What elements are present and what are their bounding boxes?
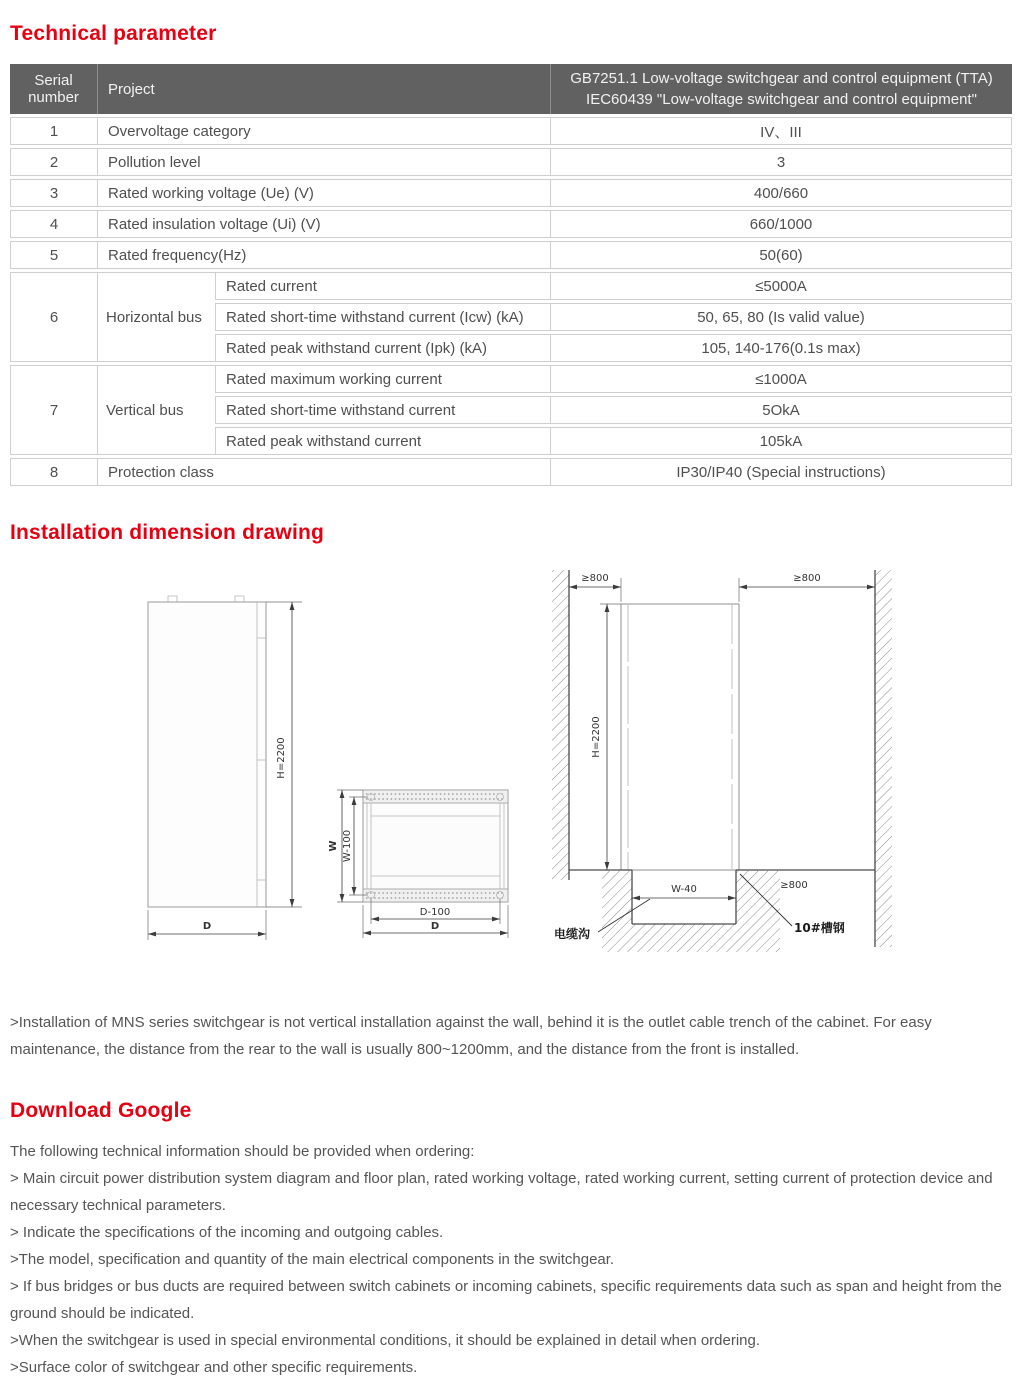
- row-serial: 5: [10, 241, 97, 269]
- installation-clearance-drawing: [542, 562, 922, 957]
- cabinet-frame: [363, 790, 508, 902]
- dim-label-depth: D: [202, 921, 212, 932]
- table-row-group-vertical-bus: [10, 365, 1012, 393]
- row-serial: 3: [10, 179, 97, 207]
- dim-label-depth-inner: D-100: [419, 907, 451, 918]
- ordering-info-item: >When the switchgear is used in special environmental conditions, it should be explained in detail when ordering.: [10, 1332, 761, 1349]
- floor-hatch: [602, 870, 632, 952]
- row-serial: 8: [10, 458, 97, 486]
- row-sublabel: Rated short-time withstand current: [215, 396, 550, 424]
- row-value: IP30/IP40 (Special instructions): [550, 458, 1012, 486]
- ordering-info-item: >The model, specification and quantity of the main electrical components in the switchgear.: [10, 1251, 615, 1268]
- table-header-row: [10, 64, 1012, 114]
- row-serial: 7: [10, 365, 97, 455]
- floor-hatch: [736, 870, 780, 952]
- floor-hatch: [632, 924, 736, 952]
- installation-note: >Installation of MNS series switchgear is not vertical installation against the wall, behind it is the outlet cable trench of the cabinet. For easy maintenance, the distance from the rear to the wall is usually 800~1200mm, and the distance from the front is installed.: [10, 1014, 932, 1058]
- document-page: [0, 22, 1022, 1381]
- row-label: Protection class: [97, 458, 550, 486]
- left-wall-hatch: [552, 570, 569, 880]
- cabinet-side-view-drawing: [140, 590, 315, 950]
- row-label: Rated insulation voltage (Ui) (V): [97, 210, 550, 238]
- row-value: 660/1000: [550, 210, 1012, 238]
- row-value: ≤5000A: [550, 272, 1012, 300]
- row-sublabel: Rated current: [215, 272, 550, 300]
- row-label: Rated frequency(Hz): [97, 241, 550, 269]
- row-serial: 4: [10, 210, 97, 238]
- table-row: [10, 179, 1012, 207]
- column-header-project: Project: [97, 64, 550, 114]
- cabinet-body: [148, 602, 266, 907]
- row-group-label: Vertical bus: [97, 365, 215, 455]
- ordering-info-item: >Surface color of switchgear and other specific requirements.: [10, 1359, 418, 1376]
- cable-trench-label: 电缆沟: [554, 927, 591, 941]
- row-value: 105kA: [550, 427, 1012, 455]
- row-label: Overvoltage category: [97, 117, 550, 145]
- dim-label-depth: D: [430, 921, 440, 932]
- row-serial: 1: [10, 117, 97, 145]
- row-sublabel: Rated short-time withstand current (Icw) (kA): [215, 303, 550, 331]
- technical-parameter-table: [10, 61, 1012, 489]
- row-value: IV、III: [550, 117, 1012, 145]
- column-header-serial-number: Serial number: [10, 64, 97, 114]
- row-value: 3: [550, 148, 1012, 176]
- ordering-info-intro: The following technical information should be provided when ordering:: [10, 1143, 475, 1160]
- row-value: 50(60): [550, 241, 1012, 269]
- dim-label-trench-width: W-40: [671, 884, 697, 895]
- dim-label-right-clearance: ≥800: [793, 573, 821, 584]
- table-row: [10, 458, 1012, 486]
- row-value: ≤1000A: [550, 365, 1012, 393]
- table-row: [10, 117, 1012, 145]
- standard-line2: IEC60439 "Low-voltage switchgear and control equipment": [586, 91, 977, 108]
- table-row: [10, 241, 1012, 269]
- lifting-hook-icon: [235, 596, 244, 602]
- lifting-hook-icon: [168, 596, 177, 602]
- row-value: 105, 140-176(0.1s max): [550, 334, 1012, 362]
- section-title-installation-dimension-drawing: Installation dimension drawing: [10, 521, 325, 544]
- standard-line1: GB7251.1 Low-voltage switchgear and control equipment (TTA): [570, 70, 993, 87]
- section-title-technical-parameter: Technical parameter: [10, 22, 217, 45]
- row-label: Pollution level: [97, 148, 550, 176]
- row-serial: 2: [10, 148, 97, 176]
- row-sublabel: Rated peak withstand current: [215, 427, 550, 455]
- dim-label-height: H=2200: [276, 737, 287, 779]
- dim-label-width: W: [328, 840, 339, 852]
- row-value: 400/660: [550, 179, 1012, 207]
- dim-label-height: H=2200: [591, 716, 602, 758]
- ordering-info-item: > Main circuit power distribution system diagram and floor plan, rated working voltage, rated working current, setting current of protection device and necessary technical parameters.: [10, 1170, 993, 1214]
- cabinet-top-view-drawing: [328, 778, 523, 948]
- section-title-download-google: Download Google: [10, 1099, 192, 1122]
- row-sublabel: Rated peak withstand current (Ipk) (kA): [215, 334, 550, 362]
- row-value: 50, 65, 80 (Is valid value): [550, 303, 1012, 331]
- dim-label-left-clearance: ≥800: [581, 573, 609, 584]
- table-row: [10, 210, 1012, 238]
- column-header-standard: [550, 64, 1012, 114]
- cabinet-body: [621, 604, 739, 870]
- row-label: Rated working voltage (Ue) (V): [97, 179, 550, 207]
- row-group-label: Horizontal bus: [97, 272, 215, 362]
- channel-steel-label: 10#槽钢: [794, 921, 845, 935]
- row-sublabel: Rated maximum working current: [215, 365, 550, 393]
- row-serial: 6: [10, 272, 97, 362]
- table-row-group-horizontal-bus: [10, 272, 1012, 300]
- installation-dimension-drawings: [10, 560, 1012, 985]
- right-wall-hatch: [875, 570, 892, 947]
- ordering-info-item: > Indicate the specifications of the incoming and outgoing cables.: [10, 1224, 444, 1241]
- dim-label-width-inner: W-100: [342, 829, 353, 863]
- dim-label-rear-clearance: ≥800: [780, 880, 808, 891]
- row-value: 5OkA: [550, 396, 1012, 424]
- table-row: [10, 148, 1012, 176]
- ordering-info-item: > If bus bridges or bus ducts are required between switch cabinets or incoming cabinets, specific requirements data such as span and height from the ground should be indicated.: [10, 1278, 1002, 1322]
